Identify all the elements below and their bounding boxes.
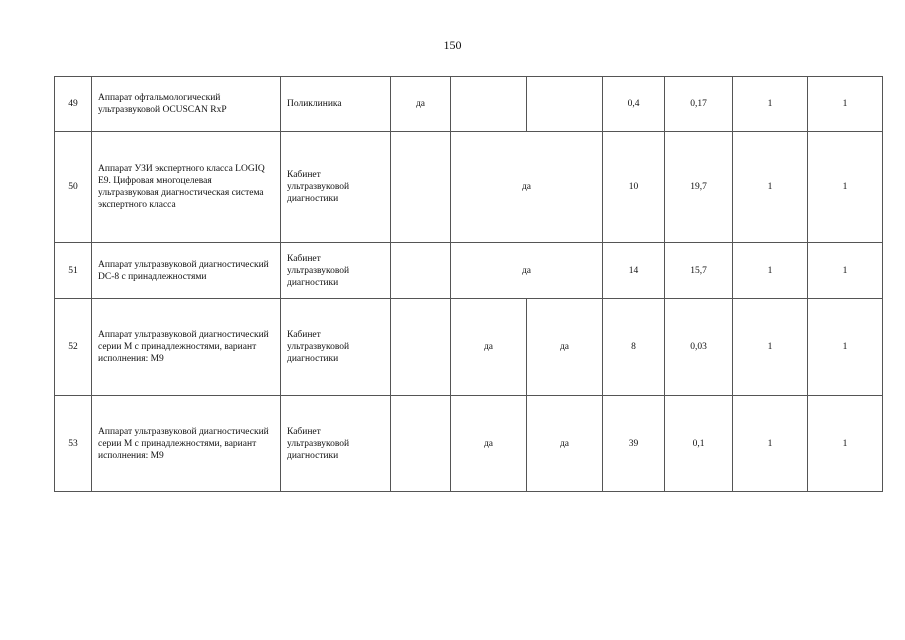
column-6-cell: 1	[733, 243, 808, 299]
department-cell: Кабинет ультразвуковой диагностики	[281, 299, 391, 396]
row-number-cell: 49	[55, 77, 92, 132]
column-2-cell: да	[451, 396, 527, 492]
column-3-cell	[527, 77, 603, 132]
equipment-table	[54, 76, 883, 492]
table-row	[55, 77, 883, 132]
column-7-cell: 1	[808, 299, 883, 396]
column-5-cell: 15,7	[665, 243, 733, 299]
column-7-cell: 1	[808, 396, 883, 492]
column-1-cell: да	[391, 77, 451, 132]
column-4-cell: 8	[603, 299, 665, 396]
equipment-name-cell: Аппарат УЗИ экспертного класса LOGIQ E9. Цифровая многоцелевая ультразвуковая диагностическая система экспертного класса	[92, 132, 281, 243]
column-6-cell: 1	[733, 396, 808, 492]
column-6-cell: 1	[733, 132, 808, 243]
column-2-3-merged-cell: да	[451, 132, 603, 243]
equipment-name-cell: Аппарат ультразвуковой диагностический DC-8 с принадлежностями	[92, 243, 281, 299]
department-cell: Кабинет ультразвуковой диагностики	[281, 132, 391, 243]
column-1-cell	[391, 132, 451, 243]
row-number-cell: 51	[55, 243, 92, 299]
column-5-cell: 0,03	[665, 299, 733, 396]
column-2-cell: да	[451, 299, 527, 396]
column-5-cell: 0,1	[665, 396, 733, 492]
column-2-3-merged-cell: да	[451, 243, 603, 299]
row-number-cell: 52	[55, 299, 92, 396]
column-6-cell: 1	[733, 77, 808, 132]
column-2-cell	[451, 77, 527, 132]
row-number-cell: 53	[55, 396, 92, 492]
equipment-name-cell: Аппарат ультразвуковой диагностический серии M с принадлежностями, вариант исполнения: M9	[92, 396, 281, 492]
department-cell: Кабинет ультразвуковой диагностики	[281, 396, 391, 492]
column-5-cell: 0,17	[665, 77, 733, 132]
column-4-cell: 10	[603, 132, 665, 243]
column-6-cell: 1	[733, 299, 808, 396]
department-cell: Поликлиника	[281, 77, 391, 132]
column-4-cell: 14	[603, 243, 665, 299]
equipment-name-cell: Аппарат офтальмологический ультразвуковой OCUSCAN RxP	[92, 77, 281, 132]
table-row	[55, 243, 883, 299]
page-number: 150	[443, 38, 462, 52]
row-number-cell: 50	[55, 132, 92, 243]
table-row	[55, 132, 883, 243]
column-1-cell	[391, 299, 451, 396]
column-5-cell: 19,7	[665, 132, 733, 243]
table-row	[55, 299, 883, 396]
column-7-cell: 1	[808, 77, 883, 132]
column-7-cell: 1	[808, 243, 883, 299]
table-row	[55, 396, 883, 492]
column-1-cell	[391, 396, 451, 492]
column-7-cell: 1	[808, 132, 883, 243]
department-cell: Кабинет ультразвуковой диагностики	[281, 243, 391, 299]
column-4-cell: 0,4	[603, 77, 665, 132]
column-4-cell: 39	[603, 396, 665, 492]
equipment-name-cell: Аппарат ультразвуковой диагностический серии M с принадлежностями, вариант исполнения: M9	[92, 299, 281, 396]
column-3-cell: да	[527, 299, 603, 396]
column-3-cell: да	[527, 396, 603, 492]
column-1-cell	[391, 243, 451, 299]
